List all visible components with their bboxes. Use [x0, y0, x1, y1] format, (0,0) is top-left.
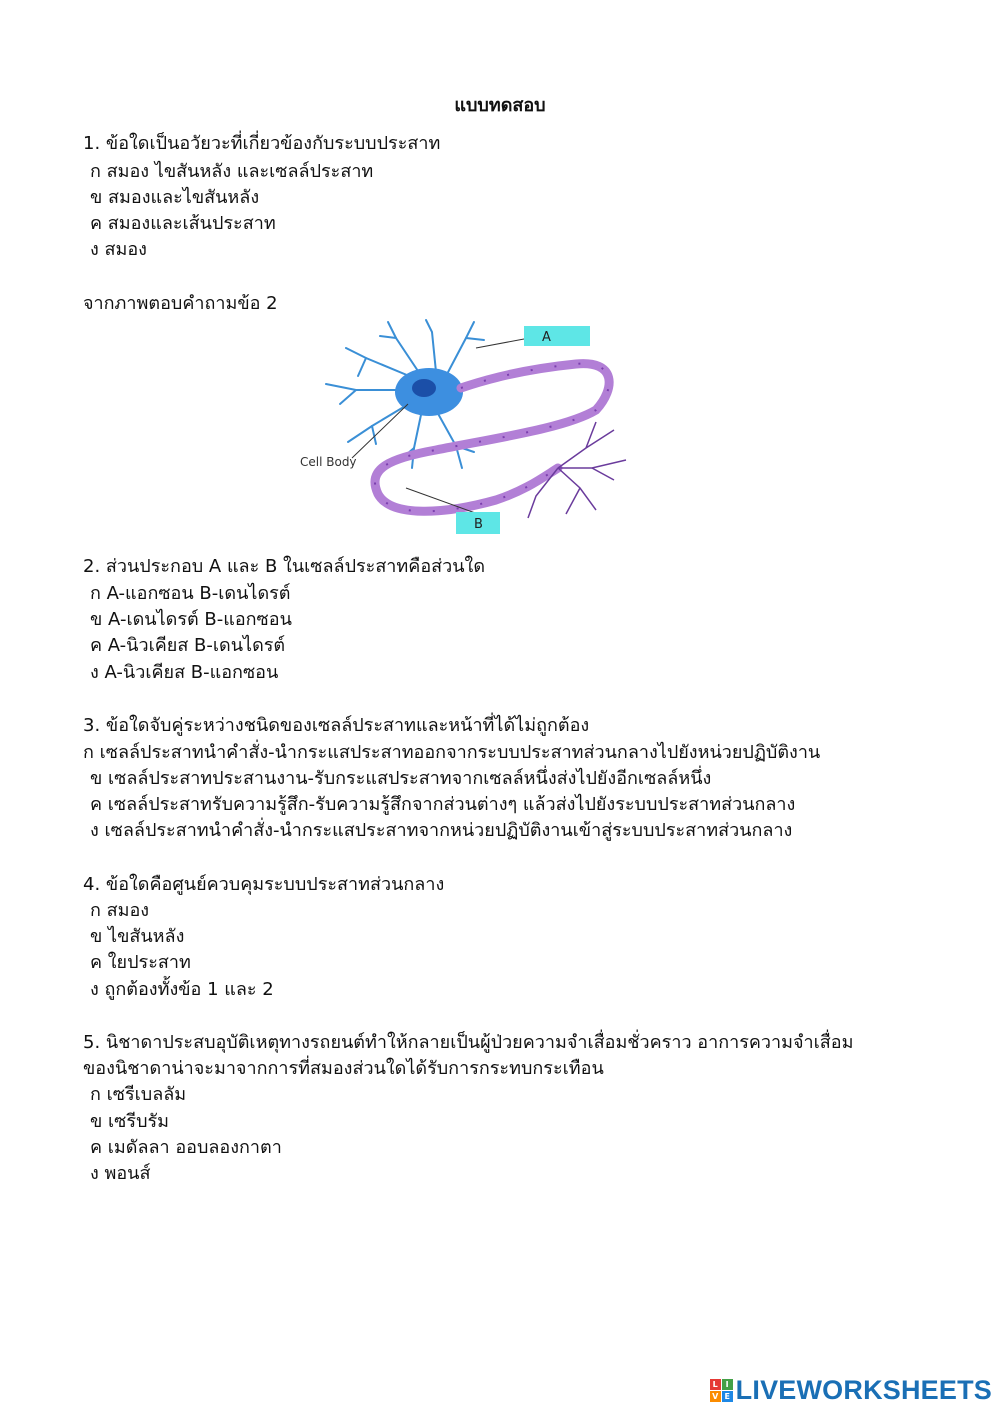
logo-letter-i: I: [722, 1379, 733, 1390]
question-3-option-c[interactable]: ค เซลล์ประสาทรับความรู้สึก-รับความรู้สึกจากส่วนต่างๆ แล้วส่งไปยังระบบประสาทส่วนกลาง: [90, 794, 796, 815]
question-5-option-a[interactable]: ก เซรีเบลลัม: [90, 1084, 187, 1105]
question-2-option-a[interactable]: ก A-แอกซอน B-เดนไดรต์: [90, 583, 291, 604]
logo-letter-e: E: [722, 1391, 733, 1402]
question-3-text: 3. ข้อใดจับคู่ระหว่างชนิดของเซลล์ประสาทและหน้าที่ได้ไม่ถูกต้อง: [83, 715, 590, 736]
label-a-box: [524, 326, 590, 346]
question-5-option-b[interactable]: ข เซรีบรัม: [90, 1111, 170, 1132]
question-1-option-a[interactable]: ก สมอง ไขสันหลัง และเซลล์ประสาท: [90, 161, 374, 182]
neuron-diagram: [296, 318, 646, 540]
logo-letter-l: L: [710, 1379, 721, 1390]
question-2-option-b[interactable]: ข A-เดนไดรต์ B-แอกซอน: [90, 609, 292, 630]
question-2-text: 2. ส่วนประกอบ A และ B ในเซลล์ประสาทคือส่วนใด: [83, 556, 486, 577]
brand-logo[interactable]: [710, 1374, 992, 1406]
question-1-option-c[interactable]: ค สมองและเส้นประสาท: [90, 213, 276, 234]
brand-logo-mark: [710, 1379, 733, 1402]
question-4-option-c[interactable]: ค ใยประสาท: [90, 952, 191, 973]
question-1-text: 1. ข้อใดเป็นอวัยวะที่เกี่ยวข้องกับระบบประสาท: [83, 133, 441, 154]
axon-terminals: [528, 422, 626, 518]
cell-body-label: Cell Body: [300, 455, 357, 469]
question-4-option-a[interactable]: ก สมอง: [90, 900, 150, 921]
question-1-option-d[interactable]: ง สมอง: [90, 239, 147, 260]
logo-letter-v: V: [710, 1391, 721, 1402]
label-a: A: [542, 330, 551, 345]
page-title: แบบทดสอบ: [454, 95, 546, 116]
question-1-option-b[interactable]: ข สมองและไขสันหลัง: [90, 187, 260, 208]
nucleus: [412, 379, 436, 397]
question-4-text: 4. ข้อใดคือศูนย์ควบคุมระบบประสาทส่วนกลาง: [83, 874, 445, 895]
pointer-cell-body: [352, 404, 408, 458]
question-5-text: 5. นิชาดาประสบอุบัติเหตุทางรถยนต์ทำให้กลายเป็นผู้ป่วยความจำเสื่อมชั่วคราว อาการความจำเสื่อม: [83, 1032, 854, 1053]
brand-name: LIVEWORKSHEETS: [735, 1374, 992, 1405]
question-5-option-d[interactable]: ง พอนส์: [90, 1163, 151, 1184]
question-3-option-a[interactable]: ก เซลล์ประสาทนำคำสั่ง-นำกระแสประสาทออกจากระบบประสาทส่วนกลางไปยังหน่วยปฏิบัติงาน: [83, 742, 821, 763]
question-3-option-d[interactable]: ง เซลล์ประสาทนำคำสั่ง-นำกระแสประสาทจากหน่วยปฏิบัติงานเข้าสู่ระบบประสาทส่วนกลาง: [90, 820, 793, 841]
question-5-text-continued: ของนิชาดาน่าจะมาจากการที่สมองส่วนใดได้รับการกระทบกระเทือน: [83, 1058, 604, 1079]
question-4-option-b[interactable]: ข ไขสันหลัง: [90, 926, 185, 947]
question-2-option-d[interactable]: ง A-นิวเคียส B-แอกซอน: [90, 662, 279, 683]
question-2-option-c[interactable]: ค A-นิวเคียส B-เดนไดรต์: [90, 635, 286, 656]
label-b: B: [474, 517, 483, 532]
question-2-intro: จากภาพตอบคำถามข้อ 2: [83, 293, 278, 314]
question-5-option-c[interactable]: ค เมดัลลา ออบลองกาตา: [90, 1137, 282, 1158]
question-4-option-d[interactable]: ง ถูกต้องทั้งข้อ 1 และ 2: [90, 979, 274, 1000]
question-3-option-b[interactable]: ข เซลล์ประสาทประสานงาน-รับกระแสประสาทจากเซลล์หนึ่งส่งไปยังอีกเซลล์หนึ่ง: [90, 768, 712, 789]
